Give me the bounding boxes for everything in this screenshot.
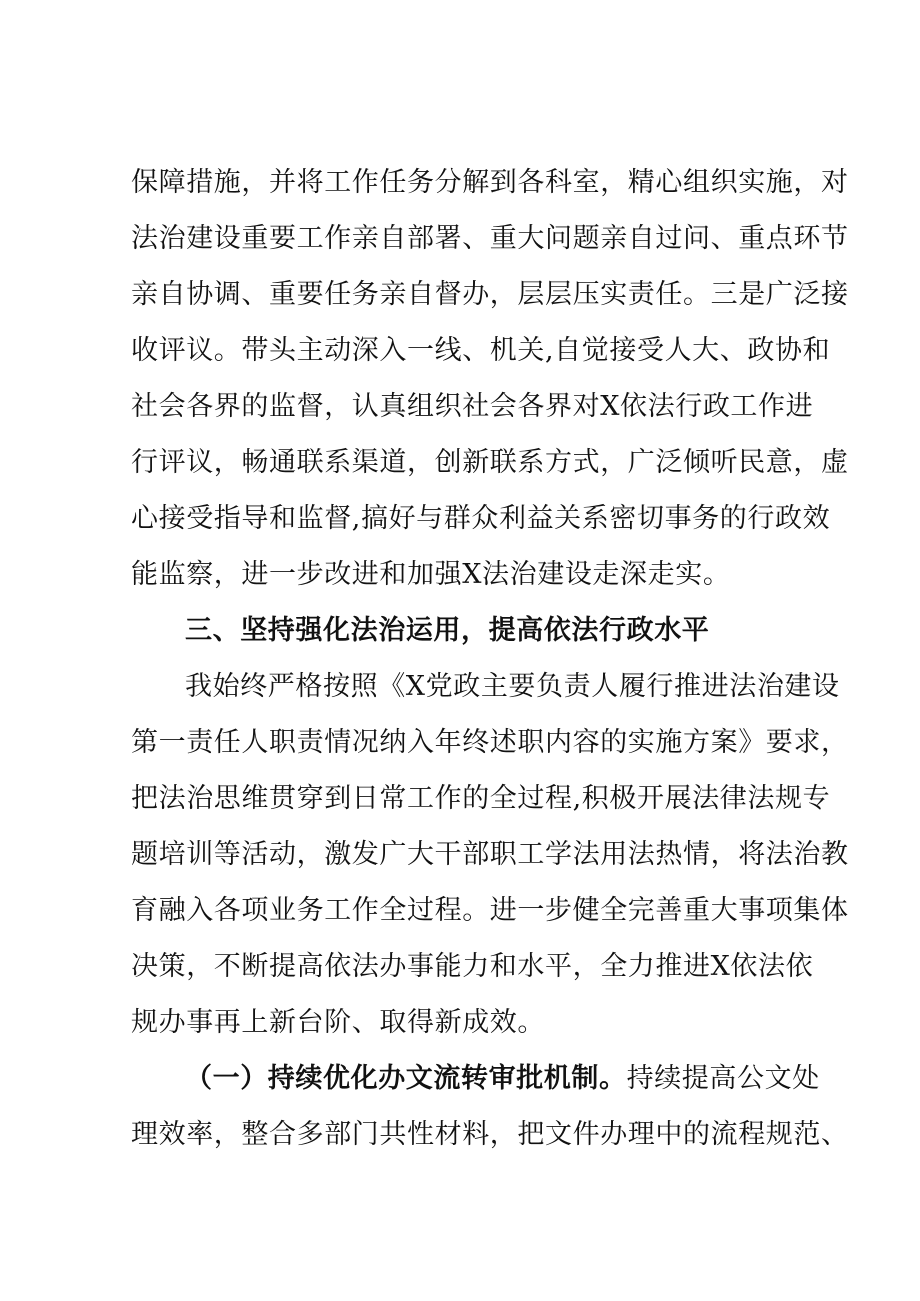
paragraph-line: 规办事再上新台阶、取得新成效。 [131,1007,545,1038]
paragraph-line: 法治建设重要工作亲自部署、重大问题亲自过问、重点环节 [131,223,849,254]
paragraph-line: 题培训等活动，激发广大干部职工学法用法热情，将法治教 [131,839,849,870]
paragraph-text: 持续提高公文处 [626,1063,820,1094]
paragraph-line-lead [131,1051,820,1107]
paragraph-line: 第一责任人职责情况纳入年终述职内容的实施方案》要求， [131,727,849,758]
paragraph-line: 行评议，畅通联系渠道，创新联系方式，广泛倾听民意，虚 [131,447,849,478]
paragraph-line: 育融入各项业务工作全过程。进一步健全完善重大事项集体 [131,895,849,926]
paragraph-line: 收评议。带头主动深入一线、机关,自觉接受人大、政协和 [131,335,831,366]
paragraph-line: 理效率，整合多部门共性材料，把文件办理中的流程规范、 [131,1119,849,1150]
section-heading: 三、坚持强化法治运用，提高依法行政水平 [185,615,710,646]
paragraph-line: 保障措施，并将工作任务分解到各科室，精心组织实施，对 [131,167,849,198]
paragraph-line: 决策，不断提高依法办事能力和水平，全力推进X依法依 [131,951,814,982]
paragraph-line: 把法治思维贯穿到日常工作的全过程,积极开展法律法规专 [131,783,831,814]
paragraph-line: 亲自协调、重要任务亲自督办，层层压实责任。三是广泛接 [131,279,849,310]
paragraph-line: 社会各界的监督，认真组织社会各界对X依法行政工作进 [131,391,814,422]
paragraph-line: 心接受指导和监督,搞好与群众利益关系密切事务的行政效 [131,503,831,534]
paragraph-line: 能监察，进一步改进和加强X法治建设走深走实。 [131,559,731,590]
subsection-title: （一）持续优化办文流转审批机制。 [185,1063,627,1094]
paragraph-line: 我始终严格按照《X党政主要负责人履行推进法治建设 [185,671,840,702]
